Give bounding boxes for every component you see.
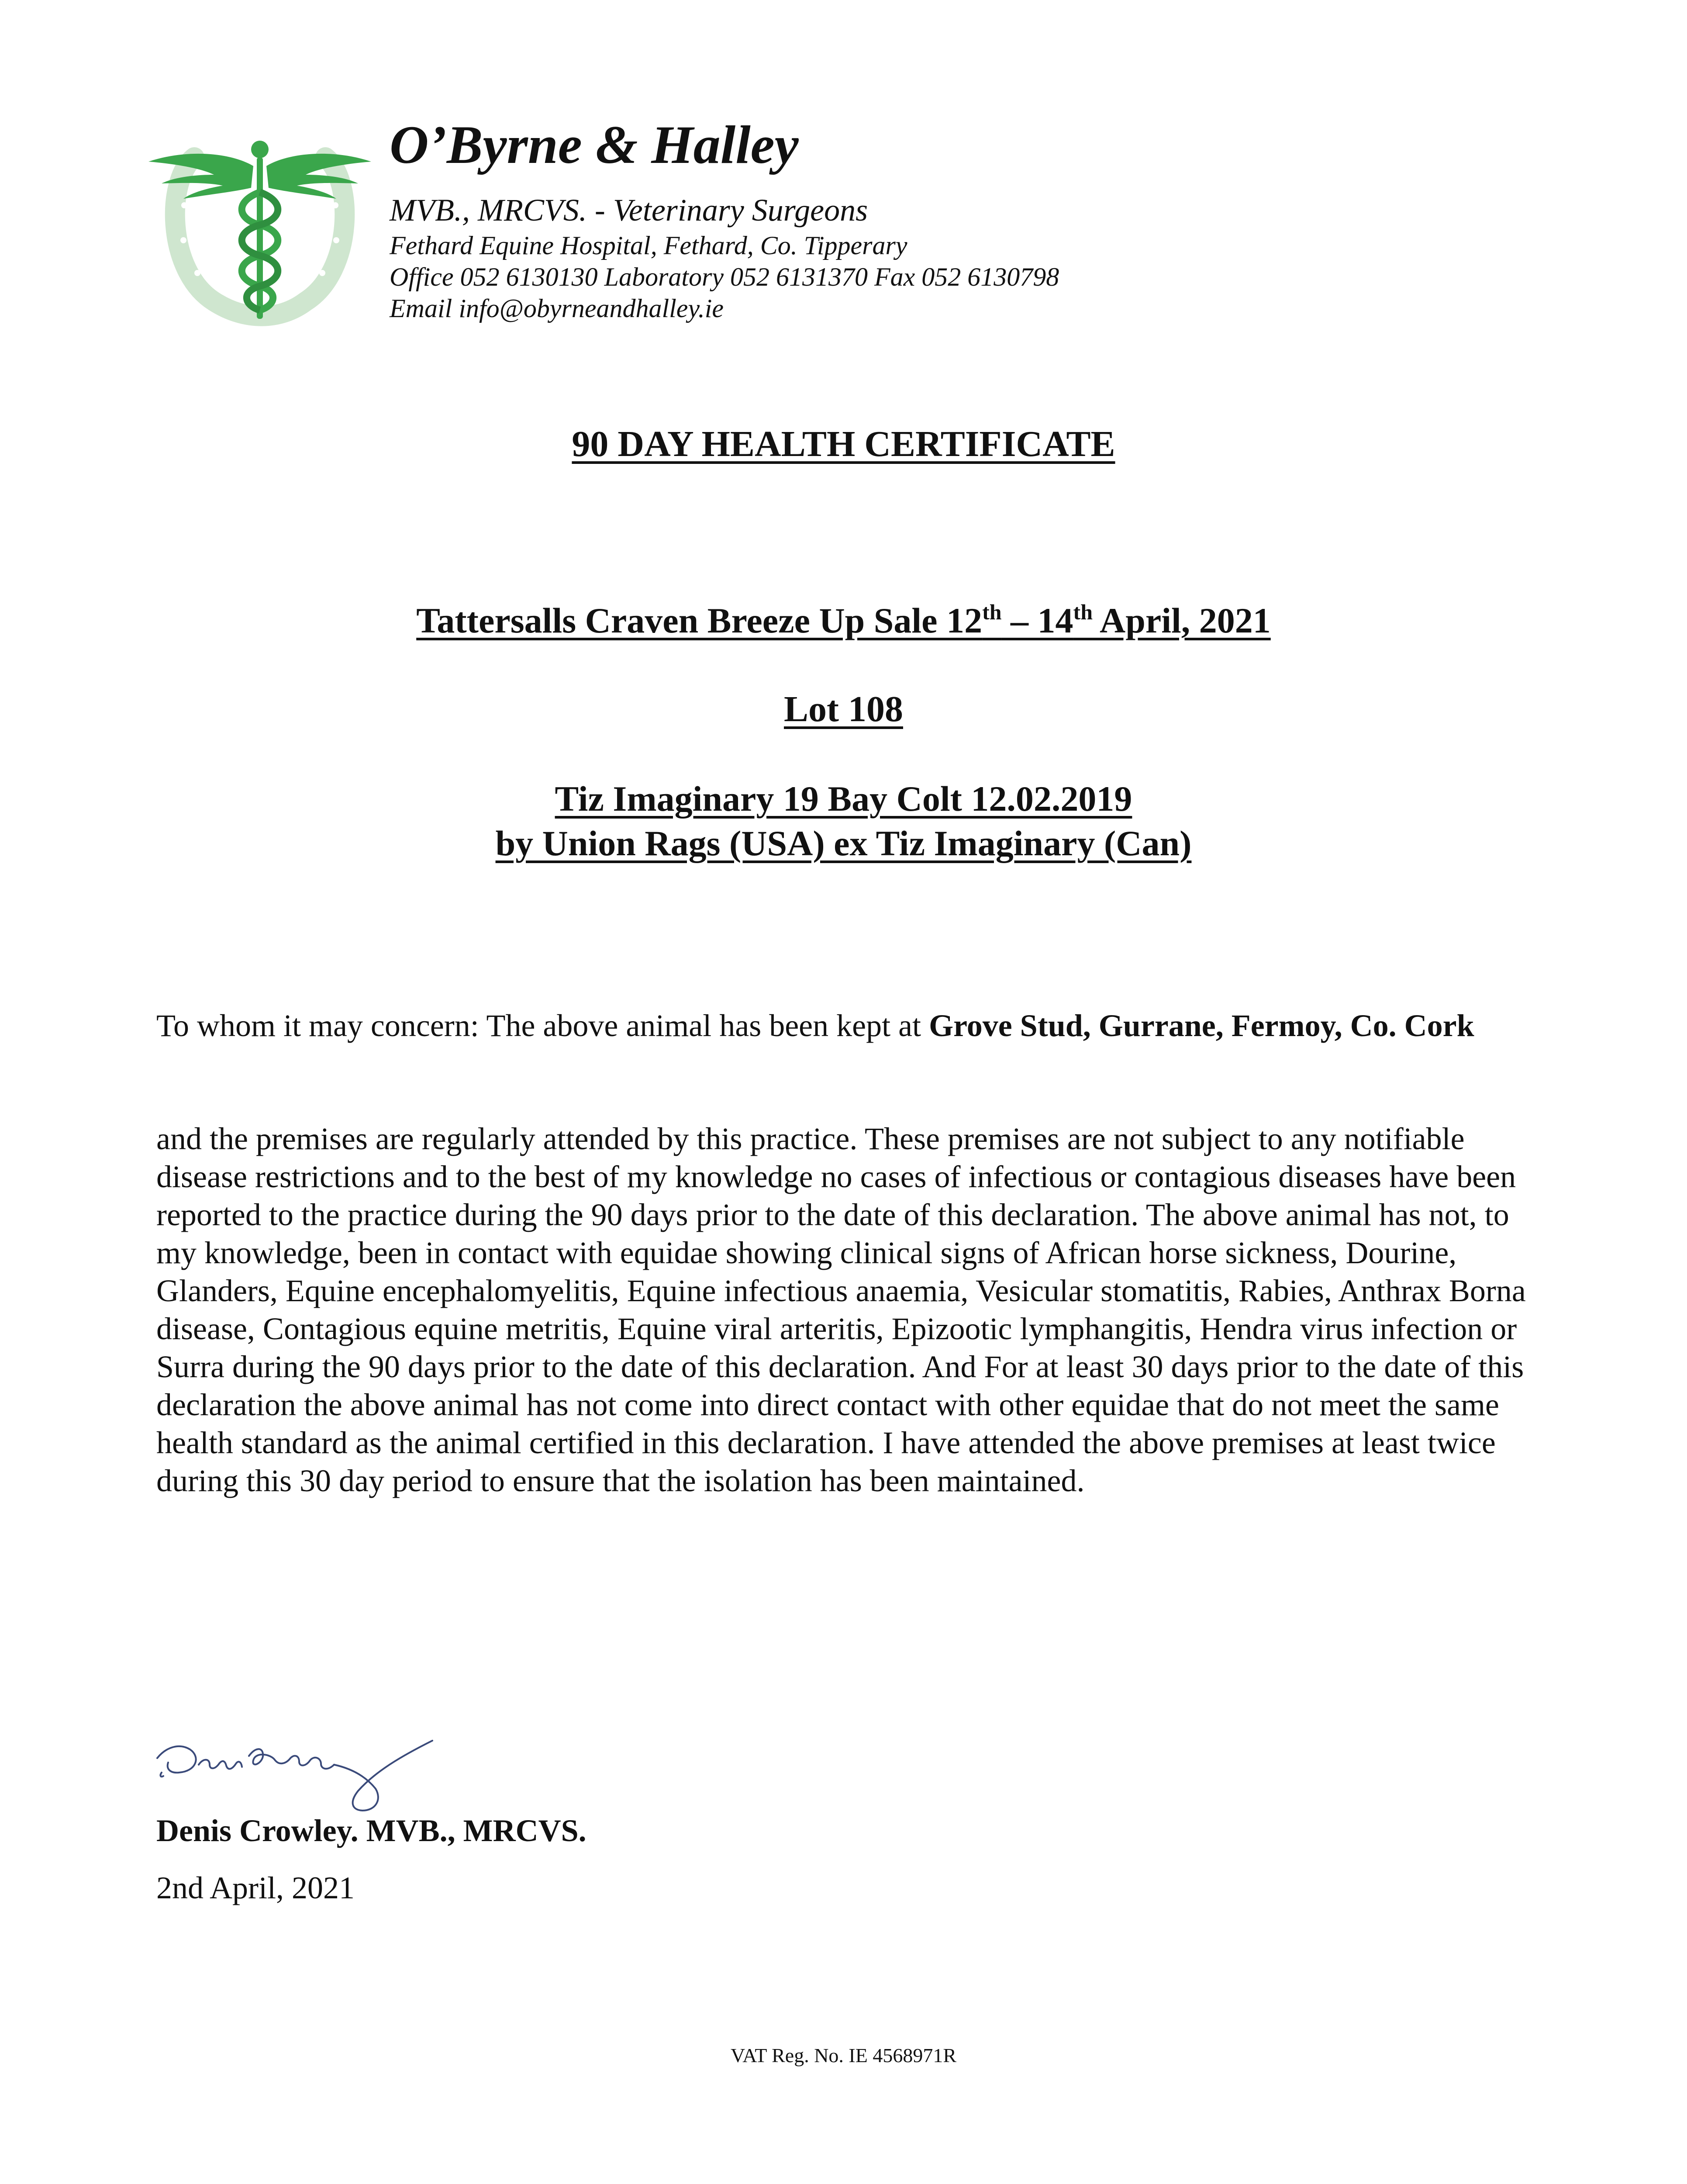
sale-mid: – 14 xyxy=(1001,601,1073,640)
vat-number: VAT Reg. No. IE 4568971R xyxy=(730,2044,957,2067)
caduceus-horseshoe-logo-icon xyxy=(148,131,371,328)
intro-text: To whom it may concern: The above animal has been kept at xyxy=(156,1008,929,1043)
qualifications: MVB., MRCVS. - Veterinary Surgeons xyxy=(390,193,868,228)
lot-number: Lot 108 xyxy=(784,689,903,729)
sale-ordinal-2: th xyxy=(1073,600,1093,624)
certificate-title: 90 DAY HEALTH CERTIFICATE xyxy=(572,424,1115,464)
sale-heading xyxy=(0,600,1687,640)
sale-prefix: Tattersalls Craven Breeze Up Sale 12 xyxy=(416,601,983,640)
intro-paragraph xyxy=(156,1007,1515,1045)
hospital-address: Fethard Equine Hospital, Fethard, Co. Tipperary xyxy=(390,231,907,260)
phone-numbers: Office 052 6130130 Laboratory 052 6131370 Fax 052 6130798 xyxy=(390,263,1059,291)
declaration-paragraph: and the premises are regularly attended by this practice. These premises are not subject to any notifiable disease restrictions and to the best of my knowledge no cases of infectious or contagious diseases have been reported to the practice during the 90 days prior to the date of this declaration. The above animal has not, to my knowledge, been in contact with equidae showing clinical signs of African horse sickness, Dourine, Glanders, Equine encephalomyelitis, Equine infectious anaemia, Vesicular stomatitis, Rabies, Anthrax Borna disease, Contagious equine metritis, Equine viral arteritis, Epizootic lymphangitis, Hendra virus infection or Surra during the 90 days prior to the date of this declaration. And For at least 30 days prior to the date of this declaration the above animal has not come into direct contact with other equidae that do not meet the same health standard as the animal certified in this declaration. I have attended the above premises at least twice during this 30 day period to ensure that the isolation has been maintained. xyxy=(156,1121,1526,1498)
premises-name: Grove Stud, Gurrane, Fermoy, Co. Cork xyxy=(929,1008,1474,1043)
signer-name: Denis Crowley. MVB., MRCVS. xyxy=(156,1813,586,1848)
sale-ordinal-1: th xyxy=(982,600,1002,624)
signature-date: 2nd April, 2021 xyxy=(156,1870,355,1905)
sale-suffix: April, 2021 xyxy=(1093,601,1271,640)
email-address: Email info@obyrneandhalley.ie xyxy=(390,294,724,323)
horse-description: Tiz Imaginary 19 Bay Colt 12.02.2019 xyxy=(555,779,1132,819)
firm-name: O’Byrne & Halley xyxy=(390,115,799,175)
handwritten-signature xyxy=(148,1717,445,1821)
horse-pedigree: by Union Rags (USA) ex Tiz Imaginary (Can) xyxy=(495,823,1192,863)
